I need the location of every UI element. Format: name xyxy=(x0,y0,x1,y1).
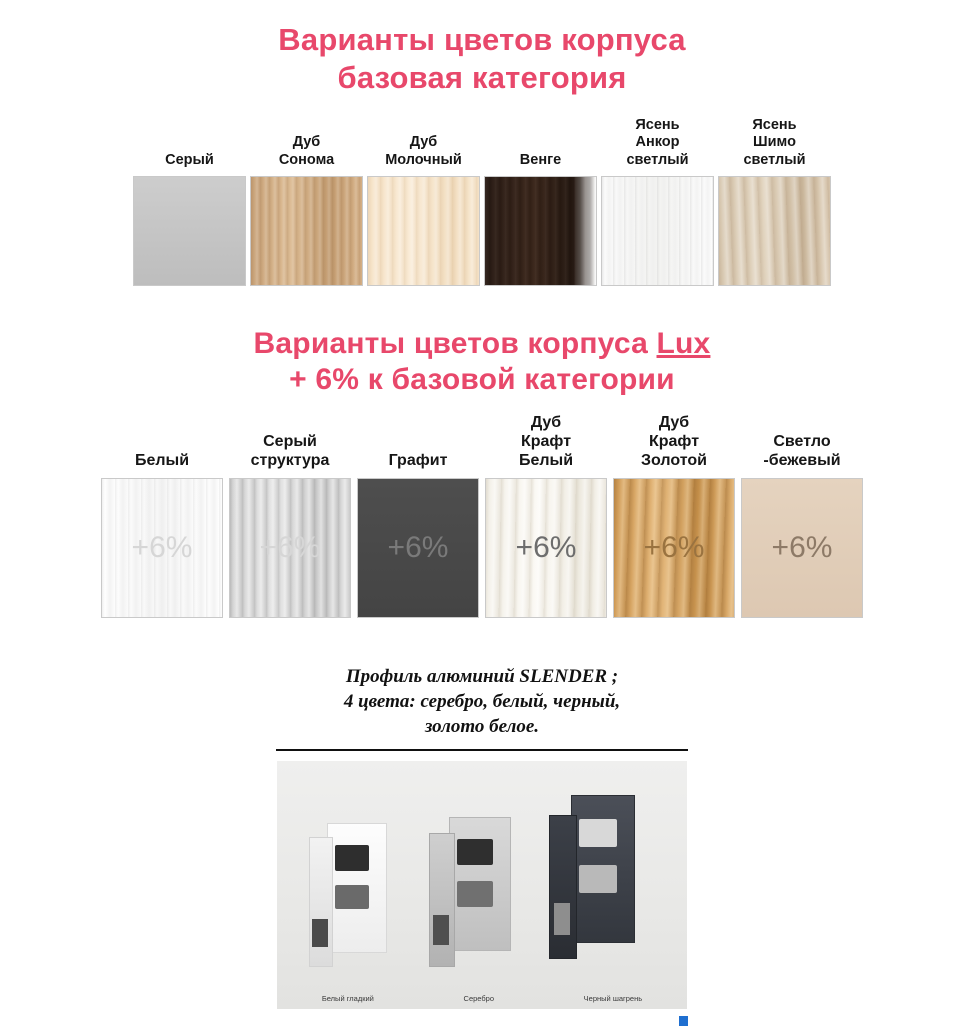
swatch-label-line: -бежевый xyxy=(763,451,841,469)
page-title-lux xyxy=(0,286,964,399)
swatch-label-ash-shimo xyxy=(743,117,805,169)
swatch-gray-structure[interactable] xyxy=(229,478,351,618)
swatch-label-oak-kraft-white xyxy=(519,413,573,471)
swatch-label-light-beige xyxy=(763,413,840,471)
swatch-label-line: Ясень xyxy=(635,117,680,134)
swatch-graphite[interactable] xyxy=(357,478,479,618)
profile-caption-line-2: 4 цвета: серебро, белый, черный, xyxy=(343,690,621,712)
swatch-light-beige[interactable] xyxy=(741,478,863,618)
swatch-overlay-price: +6% xyxy=(643,530,705,564)
swatch-label-line: Дуб xyxy=(530,414,562,432)
swatch-label-line: светлый xyxy=(743,151,806,168)
swatch-label-gray xyxy=(165,117,214,169)
swatch-overlay-price: +6% xyxy=(387,530,449,564)
swatch-label-line: Ясень xyxy=(752,117,797,134)
swatch-oak-milky[interactable] xyxy=(367,176,480,286)
swatch-label-line: структура xyxy=(250,451,330,469)
swatch-gray[interactable] xyxy=(133,176,246,286)
swatch-label-line: Серый xyxy=(263,433,317,451)
lux-color-swatch-row xyxy=(0,413,964,618)
swatch-label-line: Белый xyxy=(518,451,574,469)
swatch-cell-gray[interactable] xyxy=(133,117,246,286)
profile-black-drawing xyxy=(549,813,667,973)
swatch-overlay-price: +6% xyxy=(259,530,321,564)
swatch-label-line: Крафт xyxy=(520,433,572,451)
page-title-base xyxy=(0,0,964,97)
swatch-oak-kraft-gold[interactable] xyxy=(613,478,735,618)
profile-white-drawing xyxy=(309,823,417,973)
swatch-overlay-price: +6% xyxy=(771,530,833,564)
swatch-label-ash-ankor xyxy=(626,117,688,169)
photo-caption-black: Черный шагрень xyxy=(583,994,643,1004)
swatch-label-line: Шимо xyxy=(753,134,796,151)
swatch-ash-ankor[interactable] xyxy=(601,176,714,286)
swatch-cell-oak-sonoma[interactable] xyxy=(250,117,363,286)
swatch-cell-ash-shimo[interactable] xyxy=(718,117,831,286)
profile-caption-line-3: золото белое. xyxy=(424,715,540,737)
swatch-overlay-price: +6% xyxy=(131,530,193,564)
swatch-cell-oak-kraft-gold[interactable] xyxy=(613,413,735,618)
swatch-label-oak-sonoma xyxy=(279,117,334,169)
swatch-cell-oak-kraft-white[interactable] xyxy=(485,413,607,618)
photo-caption-white: Белый гладкий xyxy=(321,994,374,1004)
title-lux-line-1 xyxy=(0,326,964,363)
title-lux-line-2: + 6% к базовой категории xyxy=(289,363,675,397)
photo-captions xyxy=(277,994,687,1003)
swatch-label-wenge xyxy=(520,117,561,169)
swatch-label-line: светлый xyxy=(626,151,689,168)
title-lux-text: Варианты цветов корпуса xyxy=(253,326,657,360)
swatch-cell-graphite[interactable] xyxy=(357,413,479,618)
profile-section xyxy=(0,664,964,1009)
swatch-label-line: Дуб xyxy=(658,414,690,432)
base-color-swatch-row xyxy=(0,117,964,286)
swatch-wenge[interactable] xyxy=(484,176,597,286)
title-base-line-1: Варианты цветов корпуса xyxy=(278,22,686,57)
title-base-line-2: базовая категория xyxy=(337,59,627,95)
profile-caption xyxy=(0,664,964,739)
swatch-cell-light-beige[interactable] xyxy=(741,413,863,618)
swatch-label-graphite xyxy=(389,413,448,471)
swatch-cell-white[interactable] xyxy=(101,413,223,618)
swatch-label-line: Молочный xyxy=(385,151,462,168)
swatch-oak-sonoma[interactable] xyxy=(250,176,363,286)
title-lux-badge: Lux xyxy=(656,326,711,360)
swatch-cell-ash-ankor[interactable] xyxy=(601,117,714,286)
swatch-label-line: Светло xyxy=(773,433,831,451)
photo-caption-silver: Серебро xyxy=(463,994,495,1004)
profile-photo xyxy=(277,761,687,1009)
swatch-oak-kraft-white[interactable] xyxy=(485,478,607,618)
swatch-label-line: Крафт xyxy=(648,433,700,451)
swatch-overlay-price: +6% xyxy=(515,530,577,564)
swatch-label-line: Графит xyxy=(388,451,448,469)
section-divider xyxy=(276,749,688,751)
swatch-label-line: Серый xyxy=(165,151,214,168)
swatch-label-line: Сонома xyxy=(278,151,335,168)
swatch-label-line: Дуб xyxy=(292,134,321,151)
swatch-label-line: Дуб xyxy=(409,134,438,151)
swatch-label-line: Белый xyxy=(134,451,190,469)
profile-silver-drawing xyxy=(429,823,541,973)
scrollbar-thumb[interactable] xyxy=(679,1016,688,1026)
swatch-white[interactable] xyxy=(101,478,223,618)
swatch-label-oak-kraft-gold xyxy=(641,413,707,471)
swatch-ash-shimo[interactable] xyxy=(718,176,831,286)
swatch-cell-gray-structure[interactable] xyxy=(229,413,351,618)
swatch-cell-wenge[interactable] xyxy=(484,117,597,286)
swatch-cell-oak-milky[interactable] xyxy=(367,117,480,286)
profile-caption-line-1: Профиль алюминий SLENDER ; xyxy=(345,665,619,687)
swatch-label-oak-milky xyxy=(385,117,462,169)
swatch-label-line: Золотой xyxy=(641,451,707,469)
swatch-label-white xyxy=(135,413,189,471)
swatch-label-line: Венге xyxy=(519,151,562,168)
swatch-label-line: Анкор xyxy=(635,134,680,151)
swatch-label-gray-structure xyxy=(251,413,330,471)
